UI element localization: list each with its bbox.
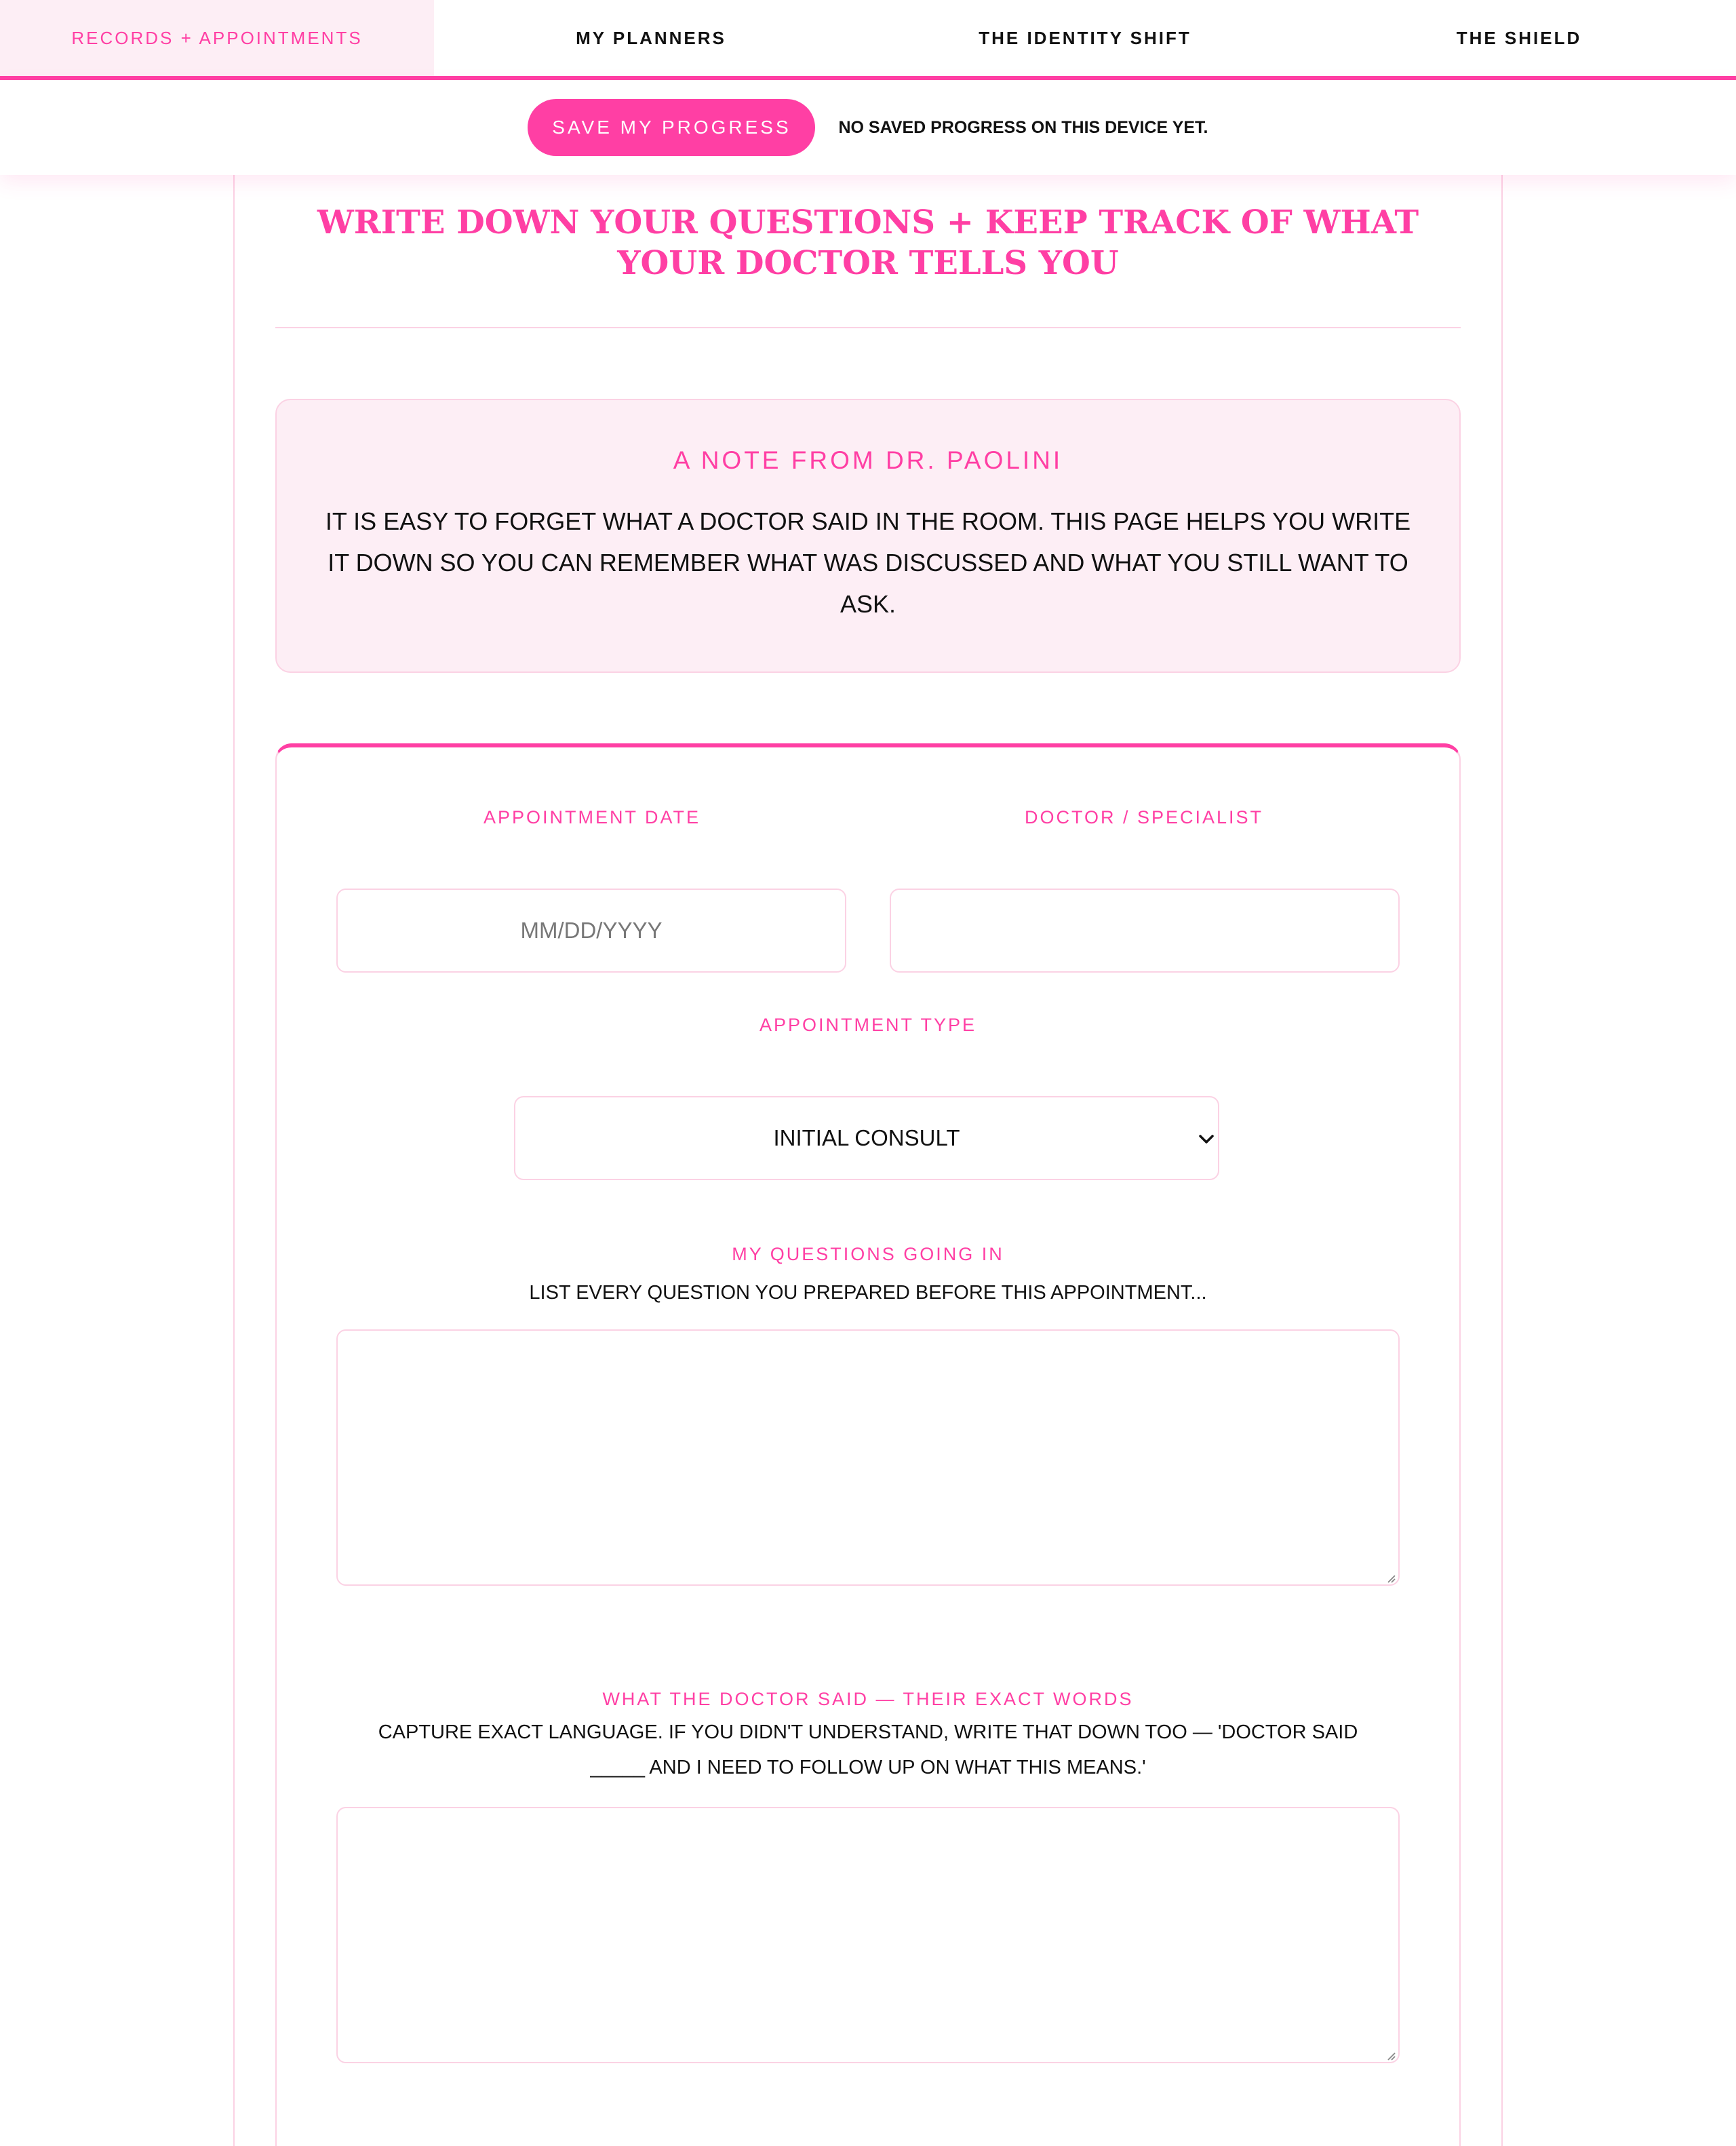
note-body: IT IS EASY TO FORGET WHAT A DOCTOR SAID IN THE ROOM. THIS PAGE HELPS YOU WRITE IT DOWN SO YOU CAN REMEMBER WHAT WAS DISCUSSED AND WHAT YOU STILL WANT TO ASK. (325, 507, 1411, 618)
appointment-type-value: INITIAL CONSULT (773, 1125, 960, 1150)
questions-label: MY QUESTIONS GOING IN (732, 1244, 1004, 1264)
doctor-note (275, 399, 1461, 673)
doctor-label: DOCTOR / SPECIALIST (1024, 807, 1264, 827)
resize-handle-icon[interactable] (1385, 1572, 1396, 1583)
save-progress-button[interactable]: SAVE MY PROGRESS (528, 99, 815, 156)
page-title: WRITE DOWN YOUR QUESTIONS + KEEP TRACK OF WHAT YOUR DOCTOR TELLS YOU (317, 203, 1419, 282)
doctor-said-textarea[interactable] (336, 1807, 1400, 2063)
questions-helper: LIST EVERY QUESTION YOU PREPARED BEFORE THIS APPOINTMENT... (529, 1282, 1207, 1304)
appointment-type-label: APPOINTMENT TYPE (759, 1015, 977, 1035)
title-divider (275, 327, 1461, 328)
doctor-said-helper: CAPTURE EXACT LANGUAGE. IF YOU DIDN'T UNDERSTAND, WRITE THAT DOWN TOO — 'DOCTOR SAID _____ AND I NEED TO FOLLOW UP ON WHAT THIS MEANS.' (378, 1721, 1358, 1778)
appointment-type-select[interactable] (514, 1096, 1219, 1180)
save-bar (0, 80, 1736, 175)
page-content (233, 175, 1503, 2146)
tab-the-shield[interactable]: THE SHIELD (1456, 27, 1582, 48)
note-title: A NOTE FROM DR. PAOLINI (673, 446, 1063, 474)
appointment-date-field[interactable] (336, 889, 846, 973)
questions-textarea[interactable] (336, 1329, 1400, 1586)
tab-my-planners[interactable]: MY PLANNERS (576, 27, 726, 48)
appointment-date-label: APPOINTMENT DATE (483, 807, 701, 827)
resize-handle-icon[interactable] (1385, 2050, 1396, 2061)
doctor-field[interactable] (890, 889, 1400, 973)
tab-records-appointments[interactable]: RECORDS + APPOINTMENTS (0, 0, 434, 76)
appointment-date-placeholder: MM/DD/YYYY (520, 918, 663, 943)
tab-identity-shift[interactable]: THE IDENTITY SHIFT (979, 27, 1191, 48)
doctor-said-label: WHAT THE DOCTOR SAID — THEIR EXACT WORDS (602, 1689, 1134, 1709)
chevron-down-icon (1199, 1127, 1214, 1149)
save-status-text: NO SAVED PROGRESS ON THIS DEVICE YET. (838, 117, 1208, 137)
appointment-form (275, 743, 1461, 2146)
top-navigation (0, 0, 1736, 80)
